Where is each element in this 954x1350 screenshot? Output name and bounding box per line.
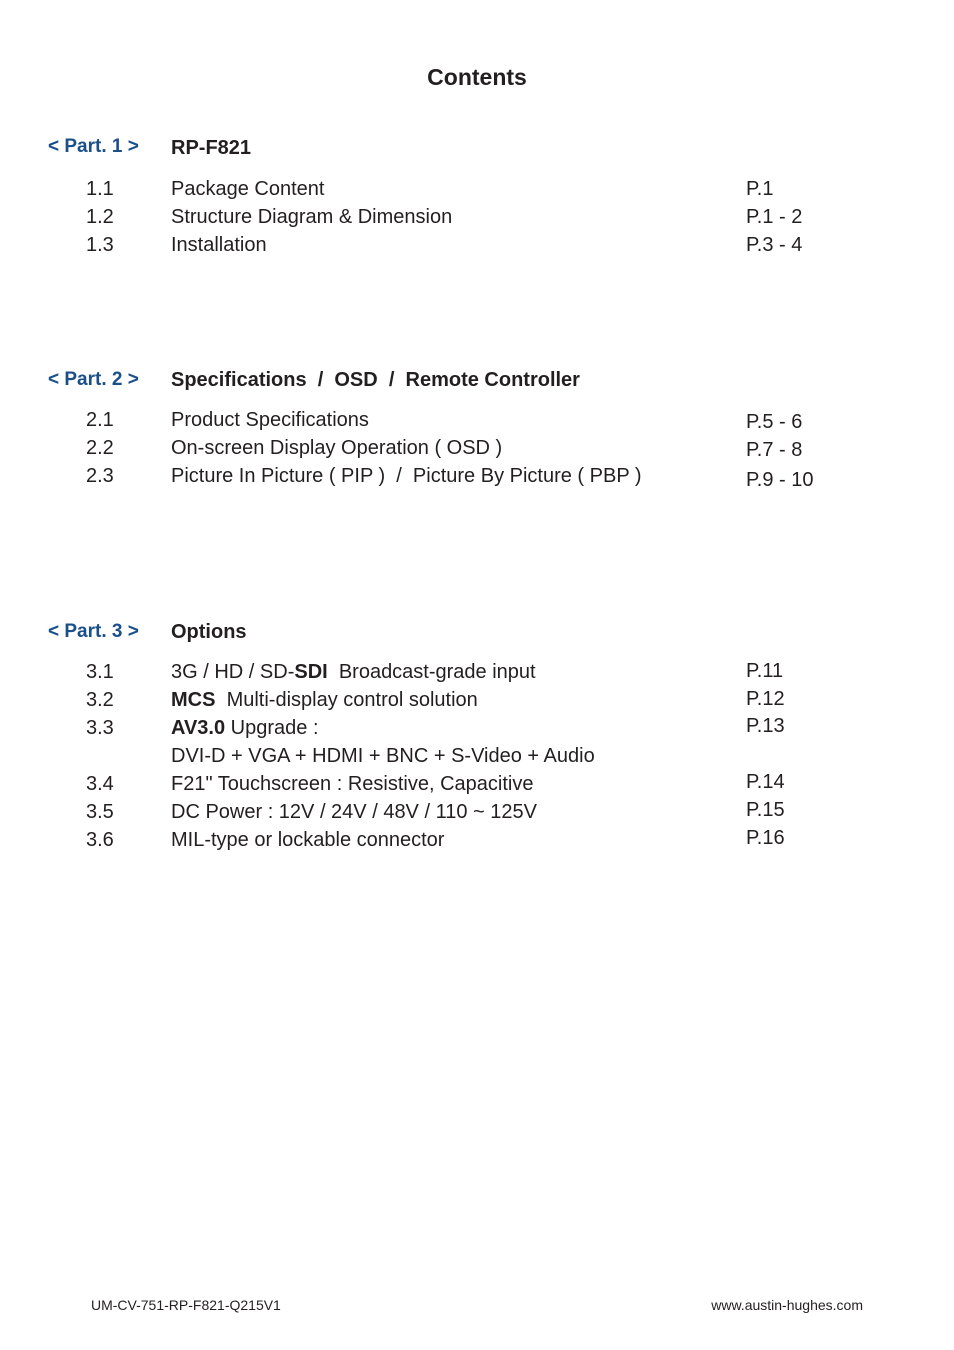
item-number: 3.1 bbox=[86, 661, 114, 683]
part-label: < Part. 2 > bbox=[48, 369, 139, 390]
item-text: F21" Touchscreen : Resistive, Capacitive bbox=[171, 773, 534, 795]
item-number: 3.2 bbox=[86, 689, 114, 711]
item-number: 3.3 bbox=[86, 717, 114, 739]
item-text-post: Upgrade : bbox=[225, 717, 319, 739]
item-number: 1.3 bbox=[86, 234, 114, 256]
item-number: 1.2 bbox=[86, 206, 114, 228]
footer-website: www.austin-hughes.com bbox=[711, 1297, 863, 1313]
page-title: Contents bbox=[427, 64, 527, 90]
item-page: P.11 bbox=[746, 660, 784, 682]
item-page: P.3 - 4 bbox=[746, 234, 803, 256]
item-text: Structure Diagram & Dimension bbox=[171, 206, 453, 228]
item-text: DC Power : 12V / 24V / 48V / 110 ~ 125V bbox=[171, 801, 537, 823]
item-page: P.16 bbox=[746, 827, 785, 849]
item-page: P.1 - 2 bbox=[746, 206, 803, 228]
item-text bbox=[171, 661, 536, 684]
item-page: P.7 - 8 bbox=[746, 439, 803, 461]
item-text-bold: MCS bbox=[171, 689, 216, 711]
item-page: P.9 - 10 bbox=[746, 469, 814, 491]
item-text: Picture In Picture ( PIP ) / Picture By Picture ( PBP ) bbox=[171, 465, 642, 487]
item-text-bold: AV3.0 bbox=[171, 717, 226, 739]
item-page: P.12 bbox=[746, 688, 785, 710]
item-text: MIL-type or lockable connector bbox=[171, 829, 445, 851]
item-text-line2: DVI-D + VGA + HDMI + BNC + S-Video + Audio bbox=[171, 745, 595, 767]
part-title: RP-F821 bbox=[171, 137, 252, 159]
item-text: On-screen Display Operation ( OSD ) bbox=[171, 437, 503, 459]
item-text: Product Specifications bbox=[171, 409, 369, 431]
footer-doc-code: UM-CV-751-RP-F821-Q215V1 bbox=[91, 1297, 281, 1313]
item-text-bold: SDI bbox=[294, 661, 328, 683]
item-text: Installation bbox=[171, 234, 267, 256]
item-number: 1.1 bbox=[86, 178, 114, 200]
part-title: Options bbox=[171, 621, 247, 643]
item-number: 2.1 bbox=[86, 409, 114, 431]
part-label: < Part. 3 > bbox=[48, 621, 139, 642]
item-text-post: Multi-display control solution bbox=[215, 689, 478, 711]
part-title: Specifications / OSD / Remote Controller bbox=[171, 369, 580, 391]
part-label: < Part. 1 > bbox=[48, 136, 139, 157]
item-text bbox=[171, 717, 319, 740]
item-number: 3.4 bbox=[86, 773, 114, 795]
item-text-pre: 3G / HD / SD- bbox=[171, 661, 295, 683]
item-page: P.5 - 6 bbox=[746, 411, 803, 433]
item-page: P.15 bbox=[746, 799, 785, 821]
item-number: 2.2 bbox=[86, 437, 114, 459]
item-text bbox=[171, 689, 478, 712]
item-text: Package Content bbox=[171, 178, 325, 200]
item-page: P.14 bbox=[746, 771, 785, 793]
item-number: 3.6 bbox=[86, 829, 114, 851]
item-page: P.13 bbox=[746, 715, 785, 737]
item-text-post: Broadcast-grade input bbox=[327, 661, 536, 683]
item-number: 2.3 bbox=[86, 465, 114, 487]
item-number: 3.5 bbox=[86, 801, 114, 823]
item-page: P.1 bbox=[746, 178, 774, 200]
